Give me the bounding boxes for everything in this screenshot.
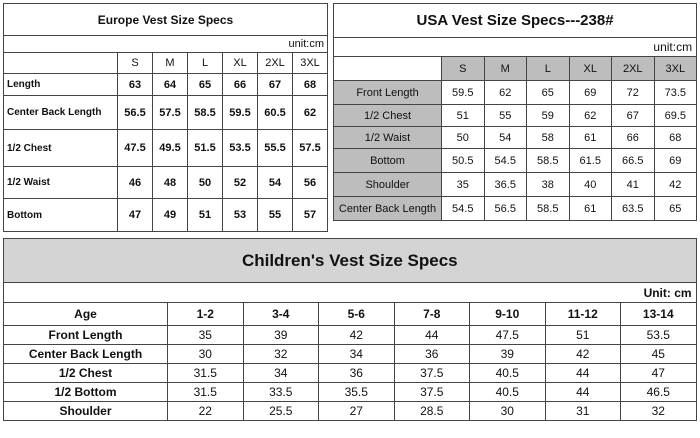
row-label: Center Back Length [4,96,118,130]
age-header: 11-12 [545,303,621,326]
table-cell: 61 [569,127,612,149]
usa-title: USA Vest Size Specs---238# [334,4,697,38]
table-cell: 63.5 [612,197,655,221]
table-cell: 31 [545,402,621,421]
age-header: 5-6 [319,303,395,326]
table-cell: 51 [545,326,621,345]
age-header: 13-14 [621,303,697,326]
table-cell: 47.5 [118,130,153,167]
table-cell: 41 [612,173,655,197]
table-row [4,130,328,167]
table-cell: 68 [293,74,328,96]
table-cell: 59.5 [442,81,485,105]
table-cell: 65 [654,197,697,221]
table-cell: 69.5 [654,105,697,127]
table-row [334,81,697,105]
europe-size-header: 3XL [293,53,328,74]
table-row [334,197,697,221]
table-row [4,383,697,402]
usa-size-header: XL [569,57,612,81]
table-cell: 67 [258,74,293,96]
table-cell: 55 [258,199,293,232]
europe-size-table [3,3,328,232]
children-title: Children's Vest Size Specs [4,239,697,283]
row-label: Bottom [4,199,118,232]
table-cell: 68 [654,127,697,149]
table-cell: 52 [223,167,258,199]
europe-header-blank [4,53,118,74]
table-cell: 27 [319,402,395,421]
table-cell: 50 [442,127,485,149]
table-cell: 51 [442,105,485,127]
table-cell: 65 [188,74,223,96]
row-label: Center Back Length [334,197,442,221]
usa-size-header: S [442,57,485,81]
table-cell: 69 [654,149,697,173]
table-cell: 54.5 [442,197,485,221]
table-row [4,326,697,345]
table-cell: 65 [527,81,570,105]
table-row [334,105,697,127]
table-row [4,199,328,232]
usa-size-header: M [484,57,527,81]
table-cell: 30 [168,345,244,364]
table-cell: 37.5 [394,383,470,402]
table-cell: 36 [394,345,470,364]
europe-unit: unit:cm [4,36,328,53]
table-cell: 63 [118,74,153,96]
table-cell: 67 [612,105,655,127]
row-label: Shoulder [334,173,442,197]
table-cell: 58.5 [527,197,570,221]
table-cell: 45 [621,345,697,364]
table-row [4,167,328,199]
table-cell: 47 [118,199,153,232]
table-cell: 58 [527,127,570,149]
table-cell: 59 [527,105,570,127]
table-cell: 49 [153,199,188,232]
table-row [334,149,697,173]
table-cell: 58.5 [188,96,223,130]
table-cell: 51 [188,199,223,232]
row-label: 1/2 Chest [4,130,118,167]
table-cell: 35 [442,173,485,197]
table-cell: 72 [612,81,655,105]
table-row [4,402,697,421]
row-label: Shoulder [4,402,168,421]
children-unit: Unit: cm [4,283,697,303]
table-cell: 46.5 [621,383,697,402]
row-label: 1/2 Waist [4,167,118,199]
table-cell: 42 [319,326,395,345]
table-cell: 39 [243,326,319,345]
table-cell: 39 [470,345,546,364]
row-label: Length [4,74,118,96]
table-row [334,127,697,149]
table-cell: 47.5 [470,326,546,345]
table-row [334,173,697,197]
table-cell: 56 [293,167,328,199]
table-cell: 51.5 [188,130,223,167]
usa-header-row [334,57,697,81]
usa-size-header: 2XL [612,57,655,81]
table-cell: 47 [621,364,697,383]
table-cell: 53 [223,199,258,232]
table-cell: 54.5 [484,149,527,173]
row-label: 1/2 Chest [334,105,442,127]
table-cell: 57.5 [293,130,328,167]
row-label: Bottom [334,149,442,173]
row-label: 1/2 Chest [4,364,168,383]
age-header: 9-10 [470,303,546,326]
table-cell: 56.5 [484,197,527,221]
table-cell: 40.5 [470,364,546,383]
table-row [4,96,328,130]
table-cell: 55.5 [258,130,293,167]
table-cell: 60.5 [258,96,293,130]
table-cell: 44 [545,383,621,402]
table-row [4,364,697,383]
table-row [4,345,697,364]
table-cell: 53.5 [223,130,258,167]
europe-size-header: 2XL [258,53,293,74]
usa-size-header: L [527,57,570,81]
table-cell: 42 [654,173,697,197]
table-cell: 61 [569,197,612,221]
table-cell: 30 [470,402,546,421]
europe-size-header: XL [223,53,258,74]
table-cell: 40.5 [470,383,546,402]
usa-header-blank [334,57,442,81]
table-cell: 55 [484,105,527,127]
table-cell: 32 [621,402,697,421]
table-cell: 33.5 [243,383,319,402]
age-header: 3-4 [243,303,319,326]
children-header-row [4,303,697,326]
table-cell: 32 [243,345,319,364]
table-cell: 69 [569,81,612,105]
age-header: 1-2 [168,303,244,326]
table-cell: 34 [243,364,319,383]
table-cell: 66 [612,127,655,149]
table-cell: 50.5 [442,149,485,173]
table-cell: 31.5 [168,364,244,383]
table-cell: 58.5 [527,149,570,173]
table-cell: 62 [293,96,328,130]
usa-unit: unit:cm [334,38,697,57]
table-cell: 35 [168,326,244,345]
table-cell: 25.5 [243,402,319,421]
table-cell: 56.5 [118,96,153,130]
table-cell: 44 [545,364,621,383]
table-cell: 57.5 [153,96,188,130]
europe-title: Europe Vest Size Specs [4,4,328,36]
table-cell: 62 [484,81,527,105]
usa-size-header: 3XL [654,57,697,81]
table-cell: 37.5 [394,364,470,383]
table-cell: 57 [293,199,328,232]
table-cell: 49.5 [153,130,188,167]
table-cell: 35.5 [319,383,395,402]
table-cell: 48 [153,167,188,199]
table-cell: 46 [118,167,153,199]
table-cell: 38 [527,173,570,197]
table-cell: 59.5 [223,96,258,130]
table-cell: 36 [319,364,395,383]
table-cell: 62 [569,105,612,127]
table-cell: 66 [223,74,258,96]
table-cell: 40 [569,173,612,197]
europe-size-header: S [118,53,153,74]
europe-size-header: L [188,53,223,74]
table-cell: 36.5 [484,173,527,197]
table-cell: 50 [188,167,223,199]
children-size-table [3,238,697,421]
age-header: 7-8 [394,303,470,326]
table-cell: 22 [168,402,244,421]
table-cell: 53.5 [621,326,697,345]
table-cell: 54 [258,167,293,199]
table-row [4,74,328,96]
usa-size-table [333,3,697,221]
table-cell: 54 [484,127,527,149]
table-cell: 66.5 [612,149,655,173]
europe-size-header: M [153,53,188,74]
row-label: Front Length [4,326,168,345]
table-cell: 44 [394,326,470,345]
table-cell: 34 [319,345,395,364]
age-label: Age [4,303,168,326]
row-label: 1/2 Waist [334,127,442,149]
table-cell: 73.5 [654,81,697,105]
table-cell: 64 [153,74,188,96]
table-cell: 61.5 [569,149,612,173]
table-cell: 31.5 [168,383,244,402]
table-cell: 28.5 [394,402,470,421]
row-label: Center Back Length [4,345,168,364]
row-label: Front Length [334,81,442,105]
europe-header-row [4,53,328,74]
row-label: 1/2 Bottom [4,383,168,402]
table-cell: 42 [545,345,621,364]
